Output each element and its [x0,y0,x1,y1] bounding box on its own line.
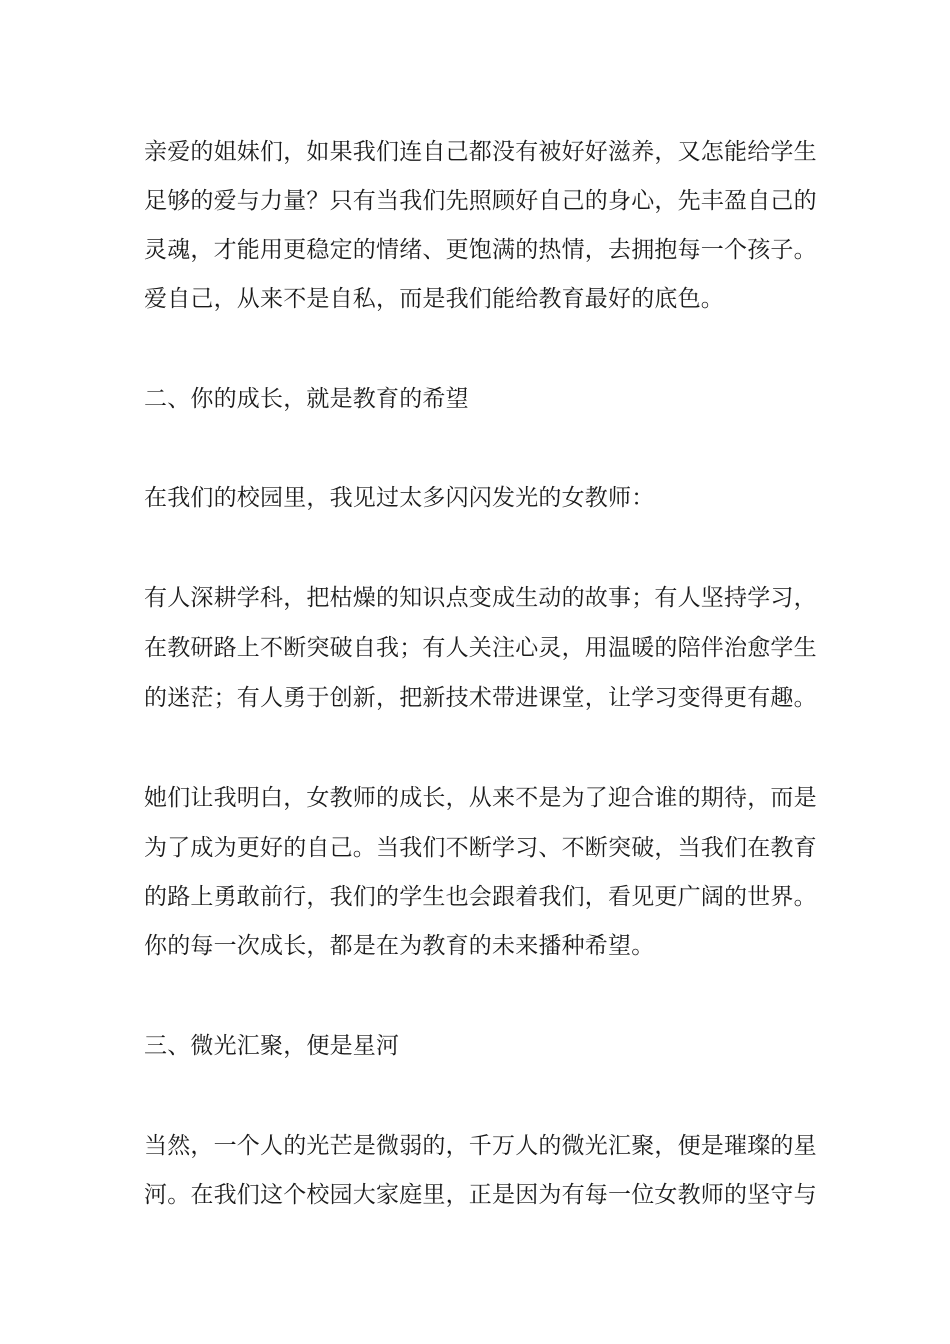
paragraph-line: 当然，一个人的光芒是微弱的，千万人的微光汇聚，便是璀璨的星 [144,1133,817,1159]
section-heading: 三、微光汇聚，便是星河 [144,1033,400,1059]
paragraph-line: 亲爱的姐妹们，如果我们连自己都没有被好好滋养，又怎能给学生 [144,139,817,165]
paragraph-line: 有人深耕学科，把枯燥的知识点变成生动的故事；有人坚持学习， [144,585,817,611]
paragraph-line: 的路上勇敢前行，我们的学生也会跟着我们，看见更广阔的世界。 [144,884,817,910]
paragraph-line: 灵魂，才能用更稳定的情绪、更饱满的热情，去拥抱每一个孩子。 [144,237,817,263]
paragraph-line: 在我们的校园里，我见过太多闪闪发光的女教师： [144,485,655,511]
paragraph-line: 你的每一次成长，都是在为教育的未来播种希望。 [144,933,655,959]
paragraph-line: 她们让我明白，女教师的成长，从来不是为了迎合谁的期待，而是 [144,785,817,811]
paragraph-line: 在教研路上不断突破自我；有人关注心灵，用温暖的陪伴治愈学生 [144,635,817,661]
paragraph-line: 爱自己，从来不是自私，而是我们能给教育最好的底色。 [144,286,724,312]
section-heading: 二、你的成长，就是教育的希望 [144,386,469,412]
paragraph-line: 河。在我们这个校园大家庭里，正是因为有每一位女教师的坚守与 [144,1182,817,1208]
paragraph-line: 为了成为更好的自己。当我们不断学习、不断突破，当我们在教育 [144,835,817,861]
paragraph-line: 的迷茫；有人勇于创新，把新技术带进课堂，让学习变得更有趣。 [144,685,817,711]
paragraph-line: 足够的爱与力量？只有当我们先照顾好自己的身心，先丰盈自己的 [144,188,817,214]
